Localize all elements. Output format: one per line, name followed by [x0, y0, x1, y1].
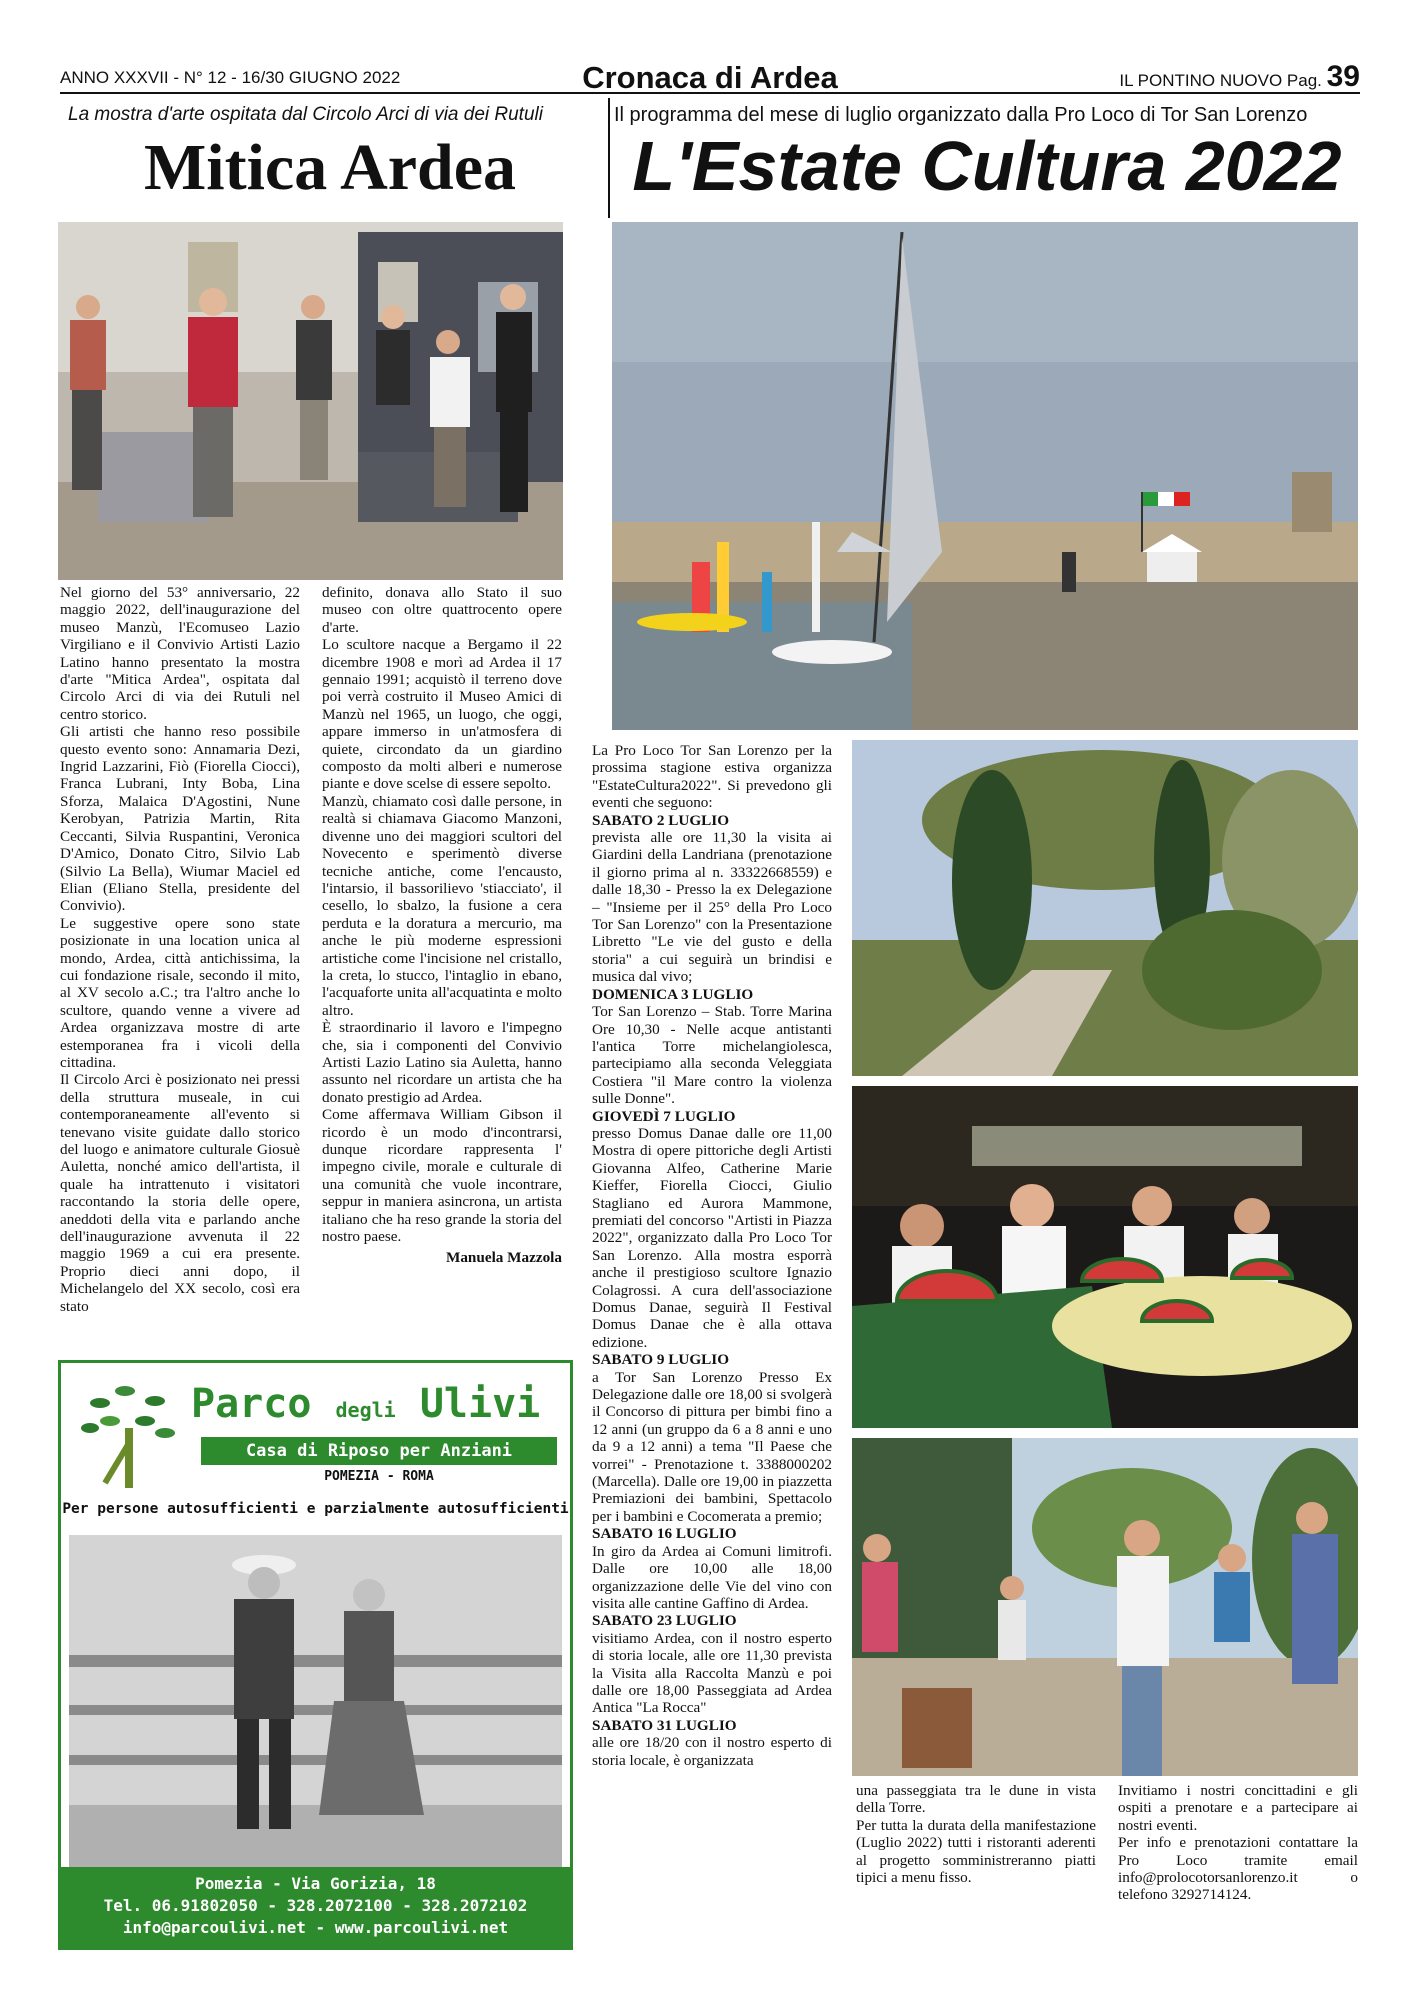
closing-invite: Invitiamo i nostri concittadini e gli ospiti a prenotare e a partecipare ai nostri eventi. [1118, 1782, 1358, 1834]
event-date: SABATO 2 LUGLIO [592, 811, 730, 829]
right-headline: L'Estate Cultura 2022 [632, 127, 1342, 205]
beach-catamaran-photo [612, 222, 1358, 730]
event-text: prevista alle ore 11,30 la visita ai Giardini della Landriana (prenotazione il giorno prima al n. 33322668559) e dalle 18,30 - Presso la ex Delegazione – "Insieme per il 25° della Pro Loco Tor San Lorenzo" con la Presentazione Libretto "Le vie del gusto e della storia" a cui seguirà un brindisi e musica dal vivo; [592, 829, 832, 986]
issue-info: ANNO XXXVII - N° 12 - 16/30 GIUGNO 2022 [60, 68, 401, 87]
event-date: SABATO 16 LUGLIO [592, 1525, 737, 1543]
article-paragraph: Nel giorno del 53° anniversario, 22 maggio 2022, dell'inaugurazione del museo Manzù, l'Ecomuseo Lazio Virgiliano e il Convivio Artisti Lazio Latino hanno presentato la mostra d'arte "Mitica Ardea", ospitata dal Circolo Arci di via dei Rutuli nel centro storico. [60, 584, 300, 723]
page-number: 39 [1326, 60, 1360, 93]
section-title: Cronaca di Ardea [582, 60, 838, 95]
closing-contacts: Per info e prenotazioni contattare la Pro Loco tramite email info@prolocotorsanlorenzo.it o telefono 3292714124. [1118, 1834, 1358, 1904]
paper-page [1119, 60, 1360, 94]
event-date: DOMENICA 3 LUGLIO [592, 985, 754, 1003]
event-text: Tor San Lorenzo – Stab. Torre Marina Ore 10,30 - Nelle acque antistanti l'antica Torre michelangiolesca, partecipiamo alla seconda Veleggiata Costiera "il Mare contro la violenza sulle Donne". [592, 1003, 832, 1108]
ad-place: POMEZIA - ROMA [324, 1469, 434, 1484]
article-paragraph: Le suggestive opere sono state posizionate in una location unica al mondo, Ardea, città antichissima, la cui fondazione risale, secondo il mito, al XV secolo a.C.; tra l'altro anche lo scultore, quando venne a vivere ad Ardea organizzava mostre di arte estemporanea fra i vicoli della cittadina. [60, 914, 300, 1071]
article-paragraph: Manzù, chiamato così dalle persone, in realtà si chiamava Giacomo Manzoni, divenne uno dei maggiori scultori del Novecento e sperimentò diverse tecniche antiche, come l'encausto, l'intarsio, il bassorilievo 'stiacciato', il cesello, lo sbalzo, la fusione a cera perduta e la doratura a mercurio, ma anche le più moderne espressioni artistiche come l'incisione nel cristallo, la creta, lo stucco, l'intaglio in ebano, l'acquaforte unita all'acquatinta e molto altro. [322, 792, 562, 1019]
ad-band: Casa di Riposo per Anziani [201, 1437, 557, 1465]
article-paragraph: Il Circolo Arci è posizionato nei pressi della struttura museale, in cui contemporaneamente all'evento si tenevano visite guidate dallo storico del luogo e animatore culturale Giosuè Auletta, nonché amico dell'artista, il quale ha intrattenuto i visitatori raccontando la storia delle opere, aneddoti della vita e parlando anche dell'inaugurazione avvenuta il 22 maggio 1969 a cui era presente. Proprio dieci anni dopo, il Michelangelo del XX secolo, così era stato [60, 1071, 300, 1315]
event-text: In giro da Ardea ai Comuni limitrofi. Dalle ore 10,00 alle 18,00 organizzazione delle Vie del vino con visita alle cantine Gaffino di Ardea. [592, 1542, 832, 1612]
event-continuation: una passeggiata tra le dune in vista della Torre. [856, 1782, 1096, 1817]
event-date: SABATO 9 LUGLIO [592, 1351, 730, 1369]
event-text: a Tor San Lorenzo Presso Ex Delegazione dalle ore 18,00 si svolgerà il Concorso di pittura per bimbi fino a 12 anni (un gruppo da 6 a 8 anni e uno da 9 a 12 anni) a tema "Il Paese che vorrei" - Prenotazione t. 3388000202 (Marcella). Dalle ore 19,00 in piazzetta Premiazioni dei bambini, Spettacolo per i bambini e Cocomerata a premio; [592, 1368, 832, 1525]
watermelon-party-photo [852, 1086, 1358, 1428]
ad-subtitle: Per persone autosufficienti e parzialmente autosufficienti [62, 1501, 569, 1517]
left-article-col2 [322, 584, 562, 1267]
right-kicker: Il programma del mese di luglio organizzato dalla Pro Loco di Tor San Lorenzo [614, 104, 1308, 126]
ad-web: info@parcoulivi.net - www.parcoulivi.net [122, 1918, 509, 1937]
right-article-cont [856, 1782, 1096, 1886]
ad-title-main: Parco [191, 1381, 312, 1427]
ad-title-end: Ulivi [419, 1381, 541, 1427]
article-paragraph: Gli artisti che hanno reso possibile questo evento sono: Annamaria Dezi, Ingrid Lazzarini, Fiò (Fiorella Ciocci), Franca Lubrani, Inty Boba, Lina Sforza, Malaica D'Agostini, Nune Kerobyan, Patrizia Martin, Rita Ceccanti, Silvia Ruspantini, Veronica D'Amico, Donato Citro, Silvio Lab (Silvio La Bella), Wiumar Maciel ed Elian (Eliano Stella, presidente del Convivio). [60, 723, 300, 915]
event-text: presso Domus Danae dalle ore 11,00 Mostra di opere pittoriche degli Artisti Giovanna Alfeo, Catherine Marie Kieffer, Fiorella Ciocci, Giulio Stagliano ed Aurora Mammone, premiati del concorso "Artisti in Piazza 2022", organizzato dalla Pro Loco Tor San Lorenzo. Alla mostra esporrà anche il prestigioso scultore Ignazio Colagrossi. A cura dell'associazione Domus Danae, seguirà Il Festival Domus Danae che è alla ottava edizione. [592, 1124, 832, 1351]
restaurants-note: Per tutta la durata della manifestazione (Luglio 2022) tutti i ristoranti aderenti al progetto somministreranno piatti tipici a menu fisso. [856, 1816, 1096, 1887]
dancing-couple-photo [69, 1535, 562, 1867]
evening-walk-photo [852, 1438, 1358, 1776]
left-headline: Mitica Ardea [143, 131, 517, 204]
event-date: SABATO 23 LUGLIO [592, 1612, 737, 1630]
parco-ulivi-ad [58, 1360, 573, 1950]
ad-title [191, 1381, 540, 1427]
event-date: SABATO 31 LUGLIO [592, 1716, 737, 1734]
article-paragraph: Come affermava William Gibson il ricordo è un modo d'incontrarsi, dunque ricordare rappresenta l' impegno civile, morale e culturale di una comunità che vuole incontrare, seppur in maniera asincrona, un artista italiano che ha reso grande la storia del nostro paese. [322, 1106, 562, 1246]
page-header [60, 60, 1360, 94]
left-kicker: La mostra d'arte ospitata dal Circolo Arci di via dei Rutuli [68, 104, 543, 125]
ad-address: Pomezia - Via Gorizia, 18 [195, 1874, 436, 1893]
article-paragraph: definito, donava allo Stato il suo museo con oltre quattrocento opere d'arte. [322, 584, 562, 636]
event-text: alle ore 18/20 con il nostro esperto di storia locale, è organizzata [592, 1734, 832, 1769]
author-signature: Manuela Mazzola [446, 1249, 562, 1267]
paper-name: IL PONTINO NUOVO Pag. [1119, 71, 1322, 90]
column-divider [608, 98, 610, 218]
right-article-closing [1118, 1782, 1358, 1904]
left-article-col1 [60, 584, 300, 1315]
olive-tree-logo-icon [75, 1373, 185, 1493]
events-intro: La Pro Loco Tor San Lorenzo per la prossima stagione estiva organizza "EstateCultura2022". Si prevedono gli eventi che seguono: [592, 742, 832, 812]
right-article-events [592, 742, 832, 1769]
article-paragraph: È straordinario il lavoro e l'impegno che, sia i componenti del Convivio Artisti Lazio Latino sia Auletta, hanno assunto nel ricordare un artista che ha donato prestigio ad Ardea. [322, 1019, 562, 1106]
event-date: GIOVEDÌ 7 LUGLIO [592, 1107, 736, 1125]
article-paragraph: Lo scultore nacque a Bergamo il 22 dicembre 1908 e morì ad Ardea il 17 gennaio 1991; acquistò il terreno dove poi verrà costruito il Museo Amici di Manzù nel 1965, un luogo, che oggi, appare immerso in un'atmosfera di quiete, circondato da un giardino composto da molti alberi e numerose piante e dove scelse di essere sepolto. [322, 636, 562, 793]
ad-footer [61, 1867, 570, 1947]
event-text: visitiamo Ardea, con il nostro esperto di storia locale, alle ore 11,30 prevista la Visita alla Raccolta Manzù e poi dalle ore 18,00 Passeggiata ad Ardea Antica "La Rocca" [592, 1629, 832, 1717]
exhibition-photo [58, 222, 563, 580]
garden-photo [852, 740, 1358, 1076]
ad-phones: Tel. 06.91802050 - 328.2072100 - 328.2072102 [103, 1896, 528, 1915]
ad-title-small: degli [335, 1398, 396, 1422]
